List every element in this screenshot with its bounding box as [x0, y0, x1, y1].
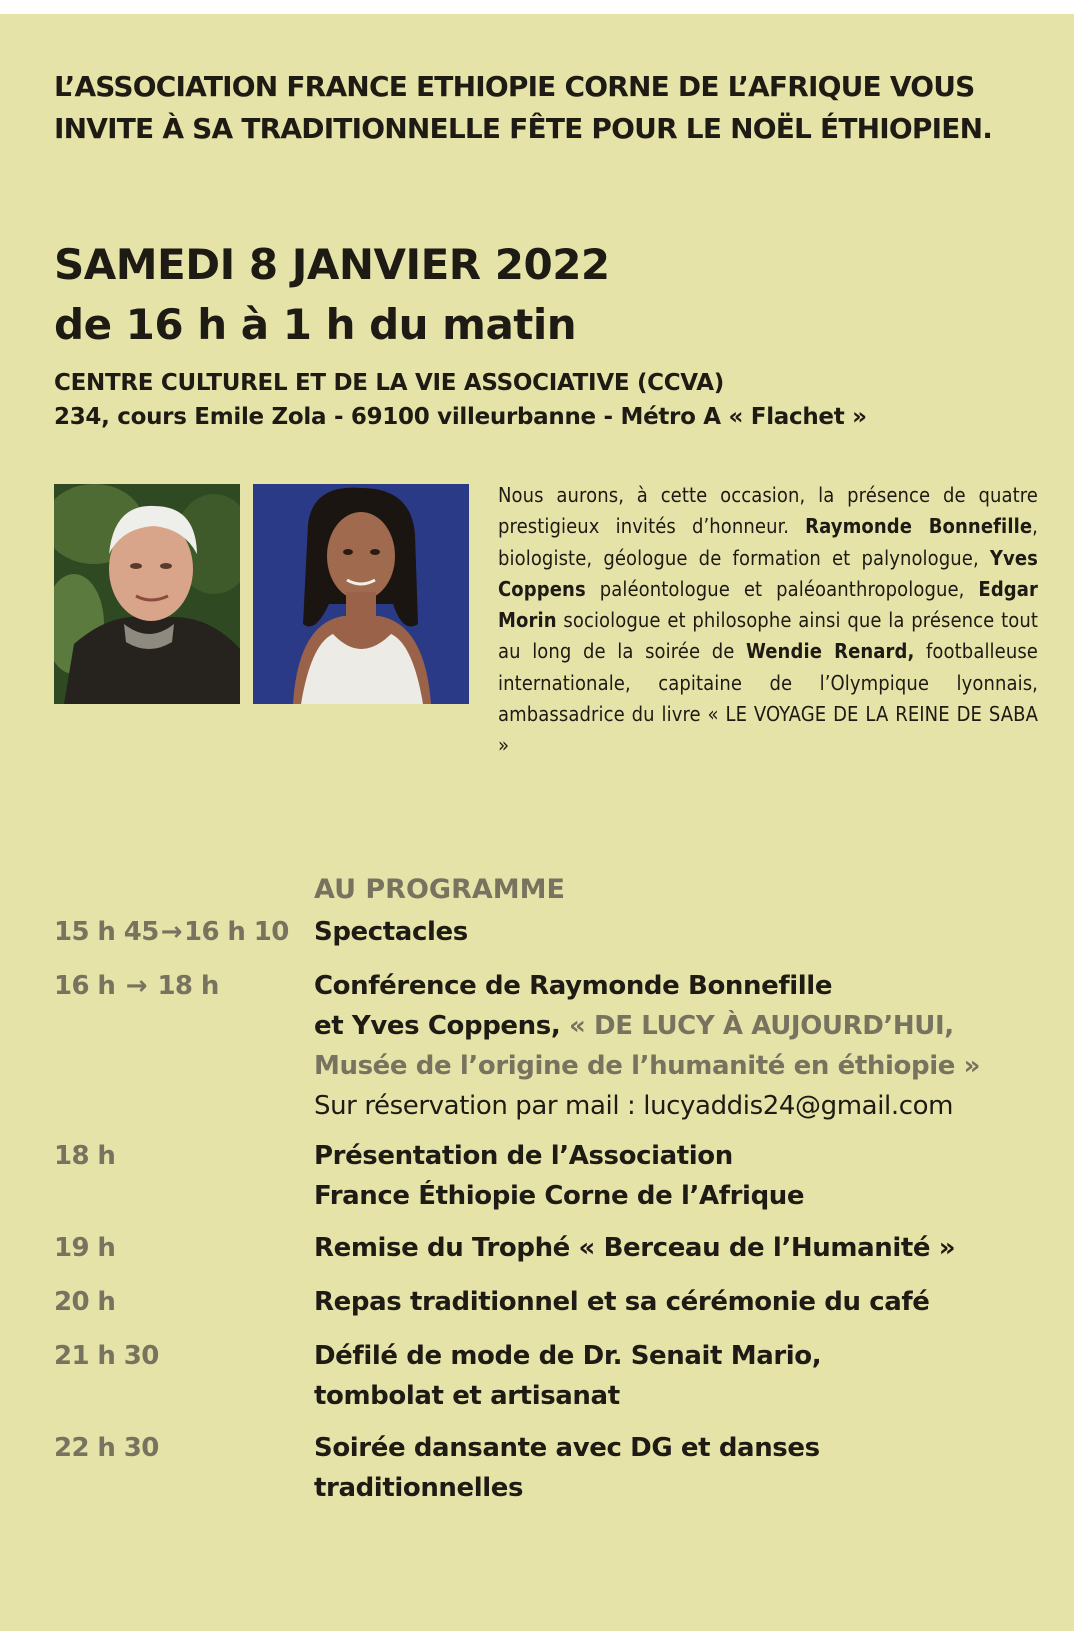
photo-elderly-man [54, 484, 240, 704]
schedule-event: Conférence de Raymonde Bonnefille et Yves Coppens, « DE LUCY À AUJOURD’HUI, Musée de l’origine de l’humanité en éthiopie » Sur réservation par mail : lucyaddis24@gmail.com [314, 966, 1054, 1126]
schedule-time: 19 h [54, 1233, 116, 1263]
schedule-event: Présentation de l’Association France Éthiopie Corne de l’Afrique [314, 1141, 805, 1211]
guest-name: Yves Coppens [498, 545, 1038, 601]
schedule-time: 15 h 45→16 h 10 [54, 917, 289, 947]
event-date: SAMEDI 8 JANVIER 2022 [54, 240, 610, 289]
flyer [0, 14, 1074, 1631]
schedule-time: 20 h [54, 1287, 116, 1317]
schedule-event: Remise du Trophé « Berceau de l’Humanité » [314, 1233, 956, 1263]
venue-address: 234, cours Emile Zola - 69100 villeurbanne - Métro A « Flachet » [54, 404, 867, 430]
schedule-event: Défilé de mode de Dr. Senait Mario, tombolat et artisanat [314, 1341, 822, 1411]
schedule-time: 16 h → 18 h [54, 971, 219, 1001]
arrow-icon: → [160, 917, 182, 947]
photo-woman [253, 484, 469, 704]
intro-text: L’ASSOCIATION FRANCE ETHIOPIE CORNE DE L’AFRIQUE VOUS INVITE À SA TRADITIONNELLE FÊTE POUR LE NOËL ÉTHIOPIEN. [54, 70, 993, 145]
guest-name: Wendie Renard, [746, 639, 915, 664]
event-hours: de 16 h à 1 h du matin [54, 300, 577, 349]
guests-description: Nous aurons, à cette occasion, la présence de quatre prestigieux invités d’honneur. Raymonde Bonnefille, biologiste, géologue de formation et palynologue, Yves Coppens paléontologue et paléoanthropologue, Edgar Morin sociologue et philosophe ainsi que la présence tout au long de la soirée de Wendie Renard, footballeuse internationale, capitaine de l’Olympique lyonnais, ambassadrice du livre « LE VOYAGE DE LA REINE DE SABA » [498, 483, 1038, 758]
schedule-event: Repas traditionnel et sa cérémonie du café [314, 1287, 930, 1317]
schedule-event: Soirée dansante avec DG et danses traditionnelles [314, 1433, 820, 1503]
schedule-time: 22 h 30 [54, 1433, 159, 1463]
guest-name: Raymonde Bonnefille [805, 514, 1033, 539]
schedule-time: 21 h 30 [54, 1341, 159, 1371]
guest-name: Edgar Morin [498, 576, 1038, 633]
schedule-time: 18 h [54, 1141, 116, 1171]
schedule-event: Spectacles [314, 917, 468, 947]
arrow-icon: → [125, 971, 147, 1001]
programme-title: AU PROGRAMME [314, 874, 565, 905]
reservation-email: Sur réservation par mail : lucyaddis24@gmail.com [314, 1091, 954, 1121]
venue-name: CENTRE CULTUREL ET DE LA VIE ASSOCIATIVE (CCVA) [54, 370, 724, 396]
